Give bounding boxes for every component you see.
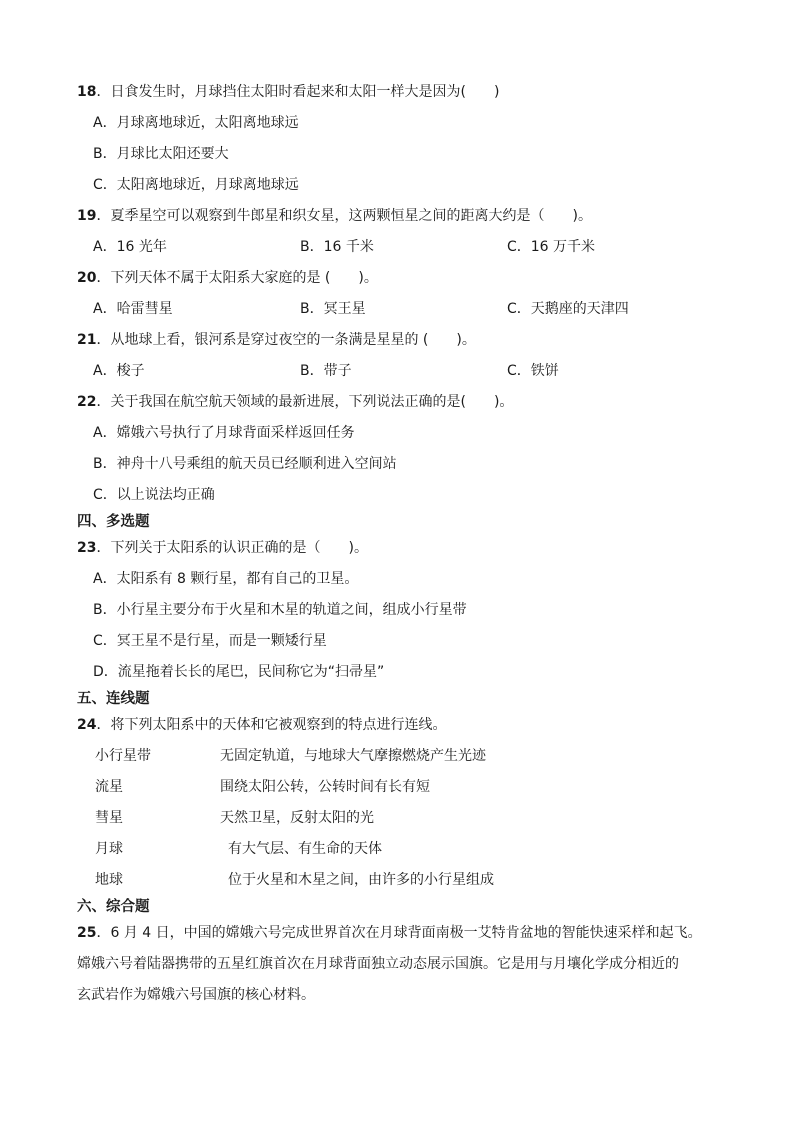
q21-option-c: C．铁饼: [507, 363, 559, 379]
question-number: 19: [77, 208, 97, 224]
q23-option-d: D．流星拖着长长的尾巴，民间称它为“扫帚星”: [93, 664, 385, 680]
question-stem: ．从地球上看，银河系是穿过夜空的一条满是星星的 ( )。: [96, 332, 476, 348]
q20-option-b: B．冥王星: [300, 301, 366, 317]
question-25-line-1: [77, 923, 702, 943]
question-number: 18: [77, 84, 97, 100]
match-left-item: 流星: [95, 779, 123, 795]
question-stem: ．夏季星空可以观察到牛郎星和织女星，这两颗恒星之间的距离大约是（ )。: [96, 208, 592, 224]
match-right-item: 围绕太阳公转，公转时间有长有短: [220, 779, 430, 795]
question-20: [77, 268, 378, 288]
question-stem: ．下列关于太阳系的认识正确的是（ )。: [96, 540, 368, 556]
q20-option-c: C．天鹅座的天津四: [507, 301, 629, 317]
match-right-item: 天然卫星，反射太阳的光: [220, 810, 374, 826]
question-number: 23: [77, 540, 97, 556]
question-23: [77, 538, 368, 558]
q20-option-a: A．哈雷彗星: [93, 301, 173, 317]
q19-option-a: A．16 光年: [93, 239, 167, 255]
q23-option-b: B．小行星主要分布于火星和木星的轨道之间，组成小行星带: [93, 602, 467, 618]
question-24: [77, 715, 446, 735]
question-number: 22: [77, 394, 97, 410]
q19-option-b: B．16 千米: [300, 239, 374, 255]
question-stem: ．关于我国在航空航天领域的最新进展，下列说法正确的是( )。: [96, 394, 514, 410]
question-stem: ．日食发生时，月球挡住太阳时看起来和太阳一样大是因为( ): [96, 84, 500, 100]
question-number: 20: [77, 270, 97, 286]
match-right-item: 位于火星和木星之间，由许多的小行星组成: [228, 872, 494, 888]
q21-option-a: A．梭子: [93, 363, 145, 379]
question-18: [77, 82, 499, 102]
match-right-item: 无固定轨道，与地球大气摩擦燃烧产生光迹: [220, 748, 486, 764]
question-25-line-2: 嫦娥六号着陆器携带的五星红旗首次在月球背面独立动态展示国旗。它是用与月壤化学成分相近的: [77, 956, 679, 972]
question-text: ．6 月 4 日，中国的嫦娥六号完成世界首次在月球背面南极一艾特肯盆地的智能快速采样和起飞。: [96, 925, 702, 941]
q22-option-b: B．神舟十八号乘组的航天员已经顺利进入空间站: [93, 456, 397, 472]
question-number: 21: [77, 332, 97, 348]
question-stem: ．下列天体不属于太阳系大家庭的是 ( )。: [96, 270, 378, 286]
question-number: 24: [77, 717, 97, 733]
section-heading-comprehensive: 六、综合题: [77, 899, 150, 915]
question-stem: ．将下列太阳系中的天体和它被观察到的特点进行连线。: [96, 717, 447, 733]
question-number: 25: [77, 925, 97, 941]
question-22: [77, 392, 513, 412]
question-19: [77, 206, 592, 226]
q18-option-c: C．太阳离地球近，月球离地球远: [93, 177, 299, 193]
q22-option-c: C．以上说法均正确: [93, 487, 215, 503]
q18-option-a: A．月球离地球近，太阳离地球远: [93, 115, 299, 131]
q22-option-a: A．嫦娥六号执行了月球背面采样返回任务: [93, 425, 355, 441]
q21-option-b: B．带子: [300, 363, 352, 379]
match-left-item: 彗星: [95, 810, 123, 826]
q23-option-a: A．太阳系有 8 颗行星，都有自己的卫星。: [93, 571, 359, 587]
q19-option-c: C．16 万千米: [507, 239, 596, 255]
section-heading-matching: 五、连线题: [77, 691, 150, 707]
match-right-item: 有大气层、有生命的天体: [228, 841, 382, 857]
match-left-item: 小行星带: [95, 748, 151, 764]
match-left-item: 地球: [95, 872, 123, 888]
question-25-line-3: 玄武岩作为嫦娥六号国旗的核心材料。: [77, 987, 315, 1003]
section-heading-multi-choice: 四、多选题: [77, 514, 150, 530]
question-21: [77, 330, 476, 350]
q18-option-b: B．月球比太阳还要大: [93, 146, 229, 162]
match-left-item: 月球: [95, 841, 123, 857]
q23-option-c: C．冥王星不是行星，而是一颗矮行星: [93, 633, 327, 649]
